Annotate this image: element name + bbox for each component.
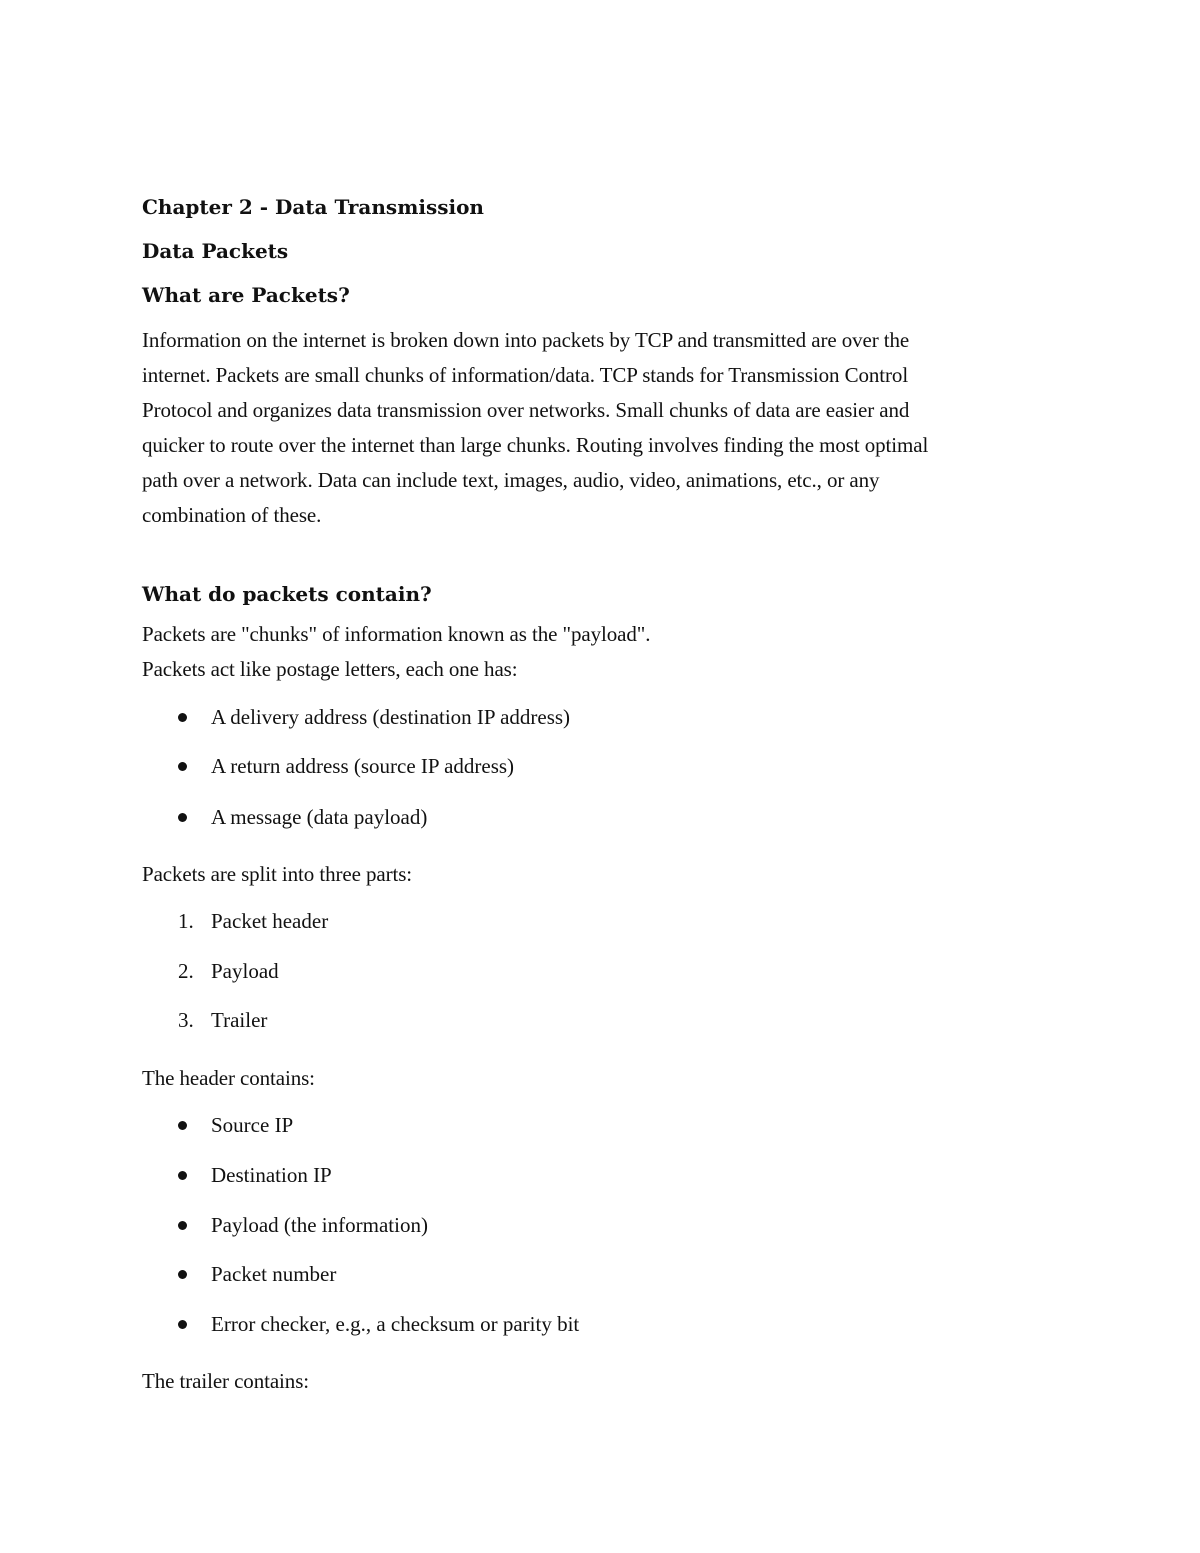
intro-paragraph-line: Protocol and organizes data transmission over networks. Small chunks of data are easier and xyxy=(142,398,910,422)
list-item-label: Packet number xyxy=(211,1262,337,1286)
list-item-label: Trailer xyxy=(211,1008,268,1032)
bullet-icon xyxy=(178,713,187,722)
intro-paragraph-line: quicker to route over the internet than large chunks. Routing involves finding the most optimal xyxy=(142,433,929,457)
list-item-label: Destination IP xyxy=(211,1163,332,1187)
bullet-icon xyxy=(178,1270,187,1279)
bullet-icon xyxy=(178,1320,187,1329)
intro-paragraph-line: Information on the internet is broken down into packets by TCP and transmitted are over the xyxy=(142,328,910,352)
list-item-label: A message (data payload) xyxy=(211,805,428,829)
parts-intro: Packets are split into three parts: xyxy=(142,862,413,886)
list-number: 3. xyxy=(178,1008,194,1032)
intro-paragraph-line: path over a network. Data can include text, images, audio, video, animations, etc., or any xyxy=(142,468,880,492)
list-item-label: Source IP xyxy=(211,1113,294,1137)
chapter-title: Chapter 2 - Data Transmission xyxy=(142,195,484,219)
intro-paragraph-line: internet. Packets are small chunks of information/data. TCP stands for Transmission Control xyxy=(142,363,909,387)
header-intro: The header contains: xyxy=(142,1066,315,1090)
bullet-icon xyxy=(178,762,187,771)
subsection-title-what-are-packets: What are Packets? xyxy=(142,283,350,307)
list-number: 1. xyxy=(178,909,194,933)
list-item-label: Payload xyxy=(211,959,279,983)
intro-paragraph-line: combination of these. xyxy=(142,503,322,527)
list-item-label: Error checker, e.g., a checksum or parity bit xyxy=(211,1312,580,1336)
trailer-intro: The trailer contains: xyxy=(142,1369,309,1393)
bullet-icon xyxy=(178,1121,187,1130)
bullet-icon xyxy=(178,813,187,822)
list-number: 2. xyxy=(178,959,194,983)
list-item-label: Payload (the information) xyxy=(211,1213,428,1237)
bullet-icon xyxy=(178,1171,187,1180)
list-item-label: Packet header xyxy=(211,909,329,933)
contain-line: Packets are "chunks" of information known as the "payload". xyxy=(142,622,651,646)
subsection-title-what-do-packets-contain: What do packets contain? xyxy=(142,582,432,606)
list-item-label: A delivery address (destination IP address) xyxy=(211,705,571,729)
bullet-icon xyxy=(178,1221,187,1230)
contain-line: Packets act like postage letters, each one has: xyxy=(142,657,518,681)
section-title: Data Packets xyxy=(142,239,289,263)
list-item-label: A return address (source IP address) xyxy=(211,754,515,778)
